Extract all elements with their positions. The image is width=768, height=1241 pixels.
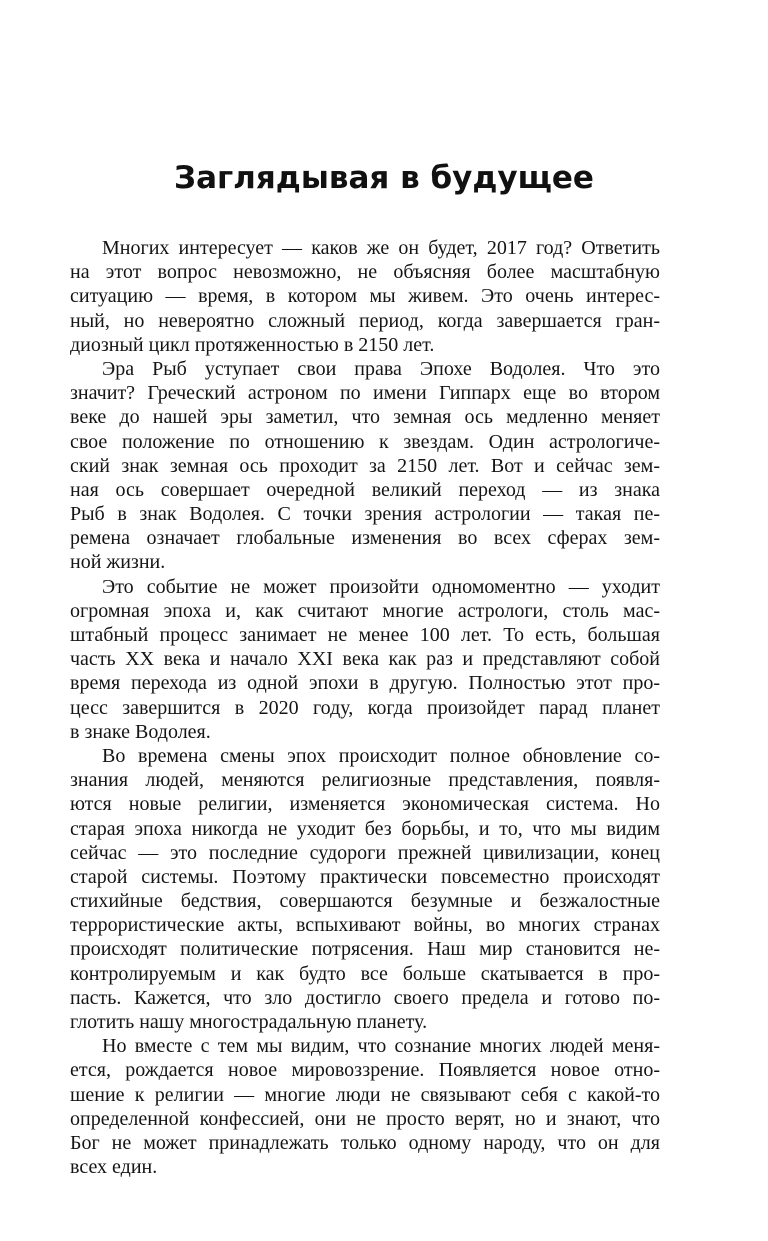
paragraph-3-line: цесс завершится в 2020 году, когда произойдет парад планет (70, 696, 660, 719)
paragraph-1-line: на этот вопрос невозможно, не объясняя более масштабную (70, 261, 660, 284)
paragraph-4-line: знания людей, меняются религиозные представления, появля- (70, 769, 660, 792)
paragraph-3-line: Это событие не может произойти одномоментно — уходит (102, 575, 660, 598)
paragraph-4-line: глотить нашу многострадальную планету. (70, 1011, 428, 1033)
paragraph-3-line: огромная эпоха и, как считают многие астрологи, столь мас- (70, 599, 660, 622)
paragraph-3-line: часть XX века и начало XXI века как раз и представляют собой (70, 648, 660, 671)
paragraph-2-line: ная ось совершает очередной великий переход — из знака (70, 478, 660, 501)
chapter-title: Заглядывая в будущее (174, 160, 594, 196)
paragraph-1-line: ный, но невероятно сложный период, когда завершается гран- (70, 309, 660, 332)
paragraph-2-line: Эра Рыб уступает свои права Эпохе Водолея. Что это (102, 357, 660, 380)
paragraph-2-line: веке до нашей эры заметил, что земная ось медленно меняет (70, 406, 660, 429)
paragraph-4-line: стихийные бедствия, совершаются безумные и безжалостные (70, 890, 660, 913)
paragraph-2-line: Рыб в знак Водолея. С точки зрения астрологии — такая пе- (70, 503, 660, 526)
paragraph-4-line: старая эпоха никогда не уходит без борьбы, и то, что мы видим (70, 817, 660, 840)
paragraph-1-line: Многих интересует — каков же он будет, 2017 год? Ответить (102, 237, 660, 259)
paragraph-2-line: свое положение по отношению к звездам. Один астрологиче- (70, 430, 660, 453)
paragraph-2-line: значит? Греческий астроном по имени Гиппарх еще во втором (70, 382, 660, 405)
body-text (70, 236, 660, 1179)
paragraph-5-line: Бог не может принадлежать только одному народу, что он для (70, 1131, 660, 1154)
paragraph-1-line: ситуацию — время, в котором мы живем. Это очень интерес- (70, 285, 660, 308)
paragraph-2-line: ной жизни. (70, 551, 166, 574)
paragraph-4-line: Во времена смены эпох происходит полное обновление со- (102, 744, 660, 767)
paragraph-4-line: террористические акты, вспыхивают войны, во многих странах (70, 914, 660, 937)
paragraph-1-line: диозный цикл протяженностью в 2150 лет. (70, 333, 435, 356)
paragraph-3-line: штабный процесс занимает не менее 100 лет. То есть, большая (70, 624, 660, 646)
paragraph-4-line: пасть. Кажется, что зло достигло своего предела и готово по- (70, 986, 660, 1009)
paragraph-5-line: Но вместе с тем мы видим, что сознание многих людей меня- (102, 1035, 660, 1058)
paragraph-3-line: время перехода из одной эпохи в другую. Полностью этот про- (70, 672, 660, 695)
paragraph-5-line: определенной конфессией, они не просто верят, но и знают, что (70, 1107, 660, 1130)
paragraph-5-line: всех един. (70, 1156, 158, 1179)
paragraph-4-line: сейчас — это последние судороги прежней цивилизации, конец (70, 841, 660, 864)
paragraph-5-line: ется, рождается новое мировоззрение. Появляется новое отно- (70, 1059, 660, 1082)
paragraph-3-line: в знаке Водолея. (70, 720, 211, 743)
paragraph-5-line: шение к религии — многие люди не связывают себя с какой-то (70, 1083, 660, 1106)
paragraph-2-line: ский знак земная ось проходит за 2150 лет. Вот и сейчас зем- (70, 454, 660, 477)
paragraph-4-line: ются новые религии, изменяется экономическая система. Но (70, 793, 660, 816)
paragraph-4-line: контролируемым и как будто все больше скатывается в про- (70, 962, 660, 985)
paragraph-2-line: ремена означает глобальные изменения во всех сферах зем- (70, 527, 660, 550)
paragraph-4-line: происходят политические потрясения. Наш мир становится не- (70, 938, 660, 961)
paragraph-4-line: старой системы. Поэтому практически повсеместно происходят (70, 865, 660, 888)
